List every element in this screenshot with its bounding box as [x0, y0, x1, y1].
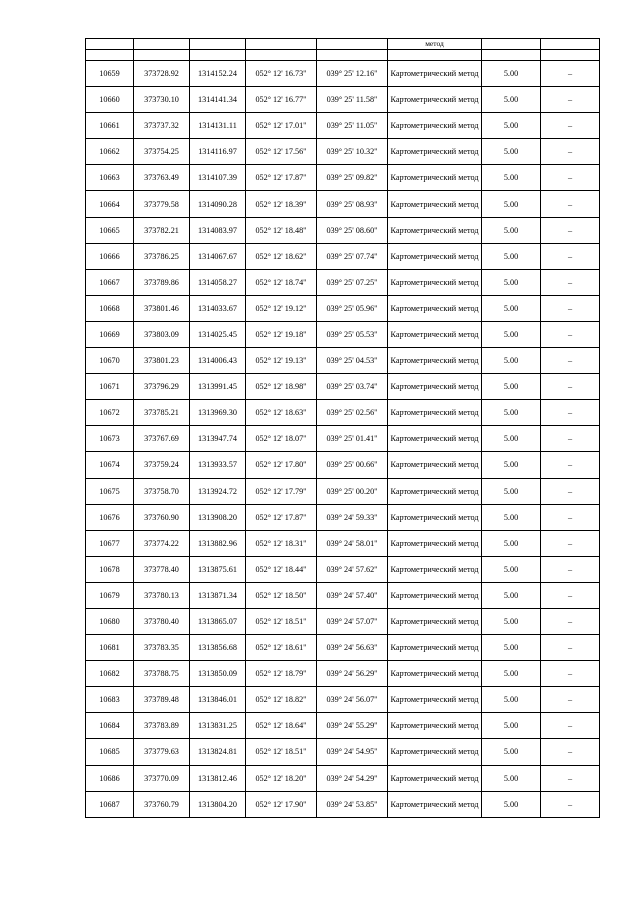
- latitude-cell: 052° 12' 17.90": [246, 791, 317, 817]
- method-cell: Картометрический метод: [388, 504, 482, 530]
- longitude-cell: 039° 25' 03.74": [317, 374, 388, 400]
- note-cell: –: [541, 426, 600, 452]
- accuracy-cell: 5.00: [482, 217, 541, 243]
- method-cell: Картометрический метод: [388, 269, 482, 295]
- note-cell: –: [541, 374, 600, 400]
- longitude-cell: 039° 25' 08.93": [317, 191, 388, 217]
- x-coordinate-cell: 373803.09: [134, 321, 190, 347]
- table-row: [86, 739, 600, 765]
- x-coordinate-cell: 373789.48: [134, 687, 190, 713]
- note-cell: –: [541, 582, 600, 608]
- table-row: [86, 87, 600, 113]
- table-row: [86, 374, 600, 400]
- method-cell: Картометрический метод: [388, 348, 482, 374]
- point-number-cell: 10669: [86, 321, 134, 347]
- point-number-cell: 10682: [86, 661, 134, 687]
- note-cell: –: [541, 400, 600, 426]
- y-coordinate-cell: 1313882.96: [190, 530, 246, 556]
- y-coordinate-cell: 1314116.97: [190, 139, 246, 165]
- y-coordinate-cell: 1314067.67: [190, 243, 246, 269]
- longitude-cell: 039° 24' 57.62": [317, 556, 388, 582]
- y-coordinate-cell: 1313924.72: [190, 478, 246, 504]
- accuracy-cell: 5.00: [482, 426, 541, 452]
- accuracy-cell: 5.00: [482, 765, 541, 791]
- latitude-cell: 052° 12' 18.39": [246, 191, 317, 217]
- method-cell: Картометрический метод: [388, 530, 482, 556]
- longitude-cell: 039° 24' 57.40": [317, 582, 388, 608]
- longitude-cell: 039° 25' 05.96": [317, 295, 388, 321]
- point-number-cell: 10680: [86, 608, 134, 634]
- note-cell: –: [541, 139, 600, 165]
- longitude-cell: 039° 25' 00.20": [317, 478, 388, 504]
- x-coordinate-cell: 373774.22: [134, 530, 190, 556]
- note-cell: –: [541, 739, 600, 765]
- point-number-cell: 10667: [86, 269, 134, 295]
- y-coordinate-cell: 1313871.34: [190, 582, 246, 608]
- latitude-cell: 052° 12' 18.44": [246, 556, 317, 582]
- point-number-cell: 10679: [86, 582, 134, 608]
- note-cell: –: [541, 452, 600, 478]
- x-coordinate-cell: 373801.46: [134, 295, 190, 321]
- table-row: [86, 530, 600, 556]
- point-number-cell: 10685: [86, 739, 134, 765]
- table-row: [86, 295, 600, 321]
- point-number-cell: 10678: [86, 556, 134, 582]
- accuracy-cell: 5.00: [482, 504, 541, 530]
- longitude-cell: 039° 25' 10.32": [317, 139, 388, 165]
- accuracy-cell: 5.00: [482, 530, 541, 556]
- accuracy-cell: 5.00: [482, 321, 541, 347]
- note-cell: –: [541, 295, 600, 321]
- y-coordinate-cell: 1313804.20: [190, 791, 246, 817]
- y-coordinate-cell: 1314006.43: [190, 348, 246, 374]
- y-coordinate-cell: 1313908.20: [190, 504, 246, 530]
- latitude-cell: 052° 12' 17.01": [246, 113, 317, 139]
- latitude-cell: 052° 12' 18.74": [246, 269, 317, 295]
- x-coordinate-cell: 373780.13: [134, 582, 190, 608]
- latitude-cell: 052° 12' 16.77": [246, 87, 317, 113]
- table-row: [86, 400, 600, 426]
- latitude-cell: 052° 12' 17.80": [246, 452, 317, 478]
- x-coordinate-cell: 373770.09: [134, 765, 190, 791]
- latitude-cell: 052° 12' 17.87": [246, 504, 317, 530]
- table-row: [86, 556, 600, 582]
- longitude-cell: 039° 25' 05.53": [317, 321, 388, 347]
- longitude-cell: 039° 25' 11.58": [317, 87, 388, 113]
- x-coordinate-cell: 373730.10: [134, 87, 190, 113]
- method-cell: Картометрический метод: [388, 139, 482, 165]
- latitude-cell: 052° 12' 18.61": [246, 635, 317, 661]
- note-cell: –: [541, 791, 600, 817]
- y-coordinate-cell: 1313856.68: [190, 635, 246, 661]
- table-row: [86, 269, 600, 295]
- method-cell: Картометрический метод: [388, 426, 482, 452]
- x-coordinate-cell: 373760.79: [134, 791, 190, 817]
- point-number-cell: 10674: [86, 452, 134, 478]
- method-cell: Картометрический метод: [388, 687, 482, 713]
- longitude-cell: 039° 24' 55.29": [317, 713, 388, 739]
- point-number-cell: 10671: [86, 374, 134, 400]
- accuracy-cell: 5.00: [482, 556, 541, 582]
- table-row: [86, 426, 600, 452]
- point-number-cell: 10670: [86, 348, 134, 374]
- latitude-cell: 052° 12' 17.79": [246, 478, 317, 504]
- note-cell: –: [541, 217, 600, 243]
- latitude-cell: 052° 12' 18.62": [246, 243, 317, 269]
- method-cell: Картометрический метод: [388, 217, 482, 243]
- latitude-cell: 052° 12' 18.50": [246, 582, 317, 608]
- accuracy-cell: 5.00: [482, 452, 541, 478]
- latitude-cell: 052° 12' 19.13": [246, 348, 317, 374]
- point-number-cell: 10676: [86, 504, 134, 530]
- y-coordinate-cell: 1313947.74: [190, 426, 246, 452]
- longitude-cell: 039° 25' 00.66": [317, 452, 388, 478]
- latitude-cell: 052° 12' 18.63": [246, 400, 317, 426]
- method-cell: Картометрический метод: [388, 191, 482, 217]
- accuracy-cell: 5.00: [482, 243, 541, 269]
- note-cell: –: [541, 321, 600, 347]
- latitude-cell: 052° 12' 18.51": [246, 608, 317, 634]
- latitude-cell: 052° 12' 19.18": [246, 321, 317, 347]
- y-coordinate-cell: 1313831.25: [190, 713, 246, 739]
- x-coordinate-cell: 373779.63: [134, 739, 190, 765]
- carry-over-row: [86, 39, 600, 50]
- point-number-cell: 10659: [86, 61, 134, 87]
- method-cell: Картометрический метод: [388, 713, 482, 739]
- longitude-cell: 039° 24' 56.07": [317, 687, 388, 713]
- latitude-cell: 052° 12' 18.98": [246, 374, 317, 400]
- x-coordinate-cell: 373796.29: [134, 374, 190, 400]
- note-cell: –: [541, 348, 600, 374]
- y-coordinate-cell: 1313875.61: [190, 556, 246, 582]
- y-coordinate-cell: 1314152.24: [190, 61, 246, 87]
- method-cell: Картометрический метод: [388, 661, 482, 687]
- table-row: [86, 321, 600, 347]
- longitude-cell: 039° 25' 08.60": [317, 217, 388, 243]
- table-row: [86, 191, 600, 217]
- x-coordinate-cell: 373789.86: [134, 269, 190, 295]
- point-number-cell: 10686: [86, 765, 134, 791]
- note-cell: –: [541, 713, 600, 739]
- table-row: [86, 452, 600, 478]
- y-coordinate-cell: 1314058.27: [190, 269, 246, 295]
- y-coordinate-cell: 1313933.57: [190, 452, 246, 478]
- carry-over-method-cell: метод: [388, 39, 482, 50]
- method-cell: Картометрический метод: [388, 87, 482, 113]
- table-row: [86, 791, 600, 817]
- table-row: [86, 635, 600, 661]
- method-cell: Картометрический метод: [388, 321, 482, 347]
- longitude-cell: 039° 24' 54.29": [317, 765, 388, 791]
- latitude-cell: 052° 12' 18.82": [246, 687, 317, 713]
- longitude-cell: 039° 24' 54.95": [317, 739, 388, 765]
- note-cell: –: [541, 87, 600, 113]
- note-cell: –: [541, 113, 600, 139]
- note-cell: –: [541, 243, 600, 269]
- table-row: [86, 243, 600, 269]
- y-coordinate-cell: 1313812.46: [190, 765, 246, 791]
- note-cell: –: [541, 191, 600, 217]
- method-cell: Картометрический метод: [388, 374, 482, 400]
- y-coordinate-cell: 1314141.34: [190, 87, 246, 113]
- x-coordinate-cell: 373786.25: [134, 243, 190, 269]
- y-coordinate-cell: 1314025.45: [190, 321, 246, 347]
- longitude-cell: 039° 25' 12.16": [317, 61, 388, 87]
- accuracy-cell: 5.00: [482, 374, 541, 400]
- note-cell: –: [541, 61, 600, 87]
- note-cell: –: [541, 635, 600, 661]
- x-coordinate-cell: 373737.32: [134, 113, 190, 139]
- y-coordinate-cell: 1313865.07: [190, 608, 246, 634]
- point-number-cell: 10660: [86, 87, 134, 113]
- x-coordinate-cell: 373754.25: [134, 139, 190, 165]
- accuracy-cell: 5.00: [482, 269, 541, 295]
- method-cell: Картометрический метод: [388, 452, 482, 478]
- x-coordinate-cell: 373788.75: [134, 661, 190, 687]
- longitude-cell: 039° 25' 07.25": [317, 269, 388, 295]
- x-coordinate-cell: 373782.21: [134, 217, 190, 243]
- longitude-cell: 039° 24' 56.63": [317, 635, 388, 661]
- longitude-cell: 039° 25' 11.05": [317, 113, 388, 139]
- y-coordinate-cell: 1313850.09: [190, 661, 246, 687]
- point-number-cell: 10675: [86, 478, 134, 504]
- method-cell: Картометрический метод: [388, 739, 482, 765]
- latitude-cell: 052° 12' 18.79": [246, 661, 317, 687]
- latitude-cell: 052° 12' 16.73": [246, 61, 317, 87]
- y-coordinate-cell: 1314033.67: [190, 295, 246, 321]
- method-cell: Картометрический метод: [388, 165, 482, 191]
- table-row: [86, 582, 600, 608]
- latitude-cell: 052° 12' 17.87": [246, 165, 317, 191]
- point-number-cell: 10661: [86, 113, 134, 139]
- coordinates-table-body: [86, 39, 600, 818]
- point-number-cell: 10662: [86, 139, 134, 165]
- longitude-cell: 039° 25' 01.41": [317, 426, 388, 452]
- accuracy-cell: 5.00: [482, 713, 541, 739]
- accuracy-cell: 5.00: [482, 739, 541, 765]
- x-coordinate-cell: 373758.70: [134, 478, 190, 504]
- table-row: [86, 713, 600, 739]
- accuracy-cell: 5.00: [482, 165, 541, 191]
- table-row: [86, 504, 600, 530]
- method-cell: Картометрический метод: [388, 791, 482, 817]
- longitude-cell: 039° 25' 07.74": [317, 243, 388, 269]
- latitude-cell: 052° 12' 18.31": [246, 530, 317, 556]
- accuracy-cell: 5.00: [482, 191, 541, 217]
- note-cell: –: [541, 269, 600, 295]
- table-row: [86, 608, 600, 634]
- coordinates-table: [85, 38, 600, 818]
- longitude-cell: 039° 24' 56.29": [317, 661, 388, 687]
- longitude-cell: 039° 24' 53.85": [317, 791, 388, 817]
- method-cell: Картометрический метод: [388, 765, 482, 791]
- accuracy-cell: 5.00: [482, 139, 541, 165]
- accuracy-cell: 5.00: [482, 582, 541, 608]
- table-row: [86, 478, 600, 504]
- x-coordinate-cell: 373783.89: [134, 713, 190, 739]
- latitude-cell: 052° 12' 18.64": [246, 713, 317, 739]
- accuracy-cell: 5.00: [482, 295, 541, 321]
- method-cell: Картометрический метод: [388, 113, 482, 139]
- method-cell: Картометрический метод: [388, 478, 482, 504]
- point-number-cell: 10663: [86, 165, 134, 191]
- y-coordinate-cell: 1313991.45: [190, 374, 246, 400]
- table-row: [86, 217, 600, 243]
- accuracy-cell: 5.00: [482, 87, 541, 113]
- note-cell: –: [541, 504, 600, 530]
- table-row: [86, 348, 600, 374]
- method-cell: Картометрический метод: [388, 635, 482, 661]
- x-coordinate-cell: 373728.92: [134, 61, 190, 87]
- longitude-cell: 039° 24' 57.07": [317, 608, 388, 634]
- y-coordinate-cell: 1313824.81: [190, 739, 246, 765]
- longitude-cell: 039° 25' 04.53": [317, 348, 388, 374]
- accuracy-cell: 5.00: [482, 478, 541, 504]
- method-cell: Картометрический метод: [388, 61, 482, 87]
- point-number-cell: 10666: [86, 243, 134, 269]
- x-coordinate-cell: 373760.90: [134, 504, 190, 530]
- point-number-cell: 10672: [86, 400, 134, 426]
- x-coordinate-cell: 373767.69: [134, 426, 190, 452]
- accuracy-cell: 5.00: [482, 61, 541, 87]
- note-cell: –: [541, 165, 600, 191]
- accuracy-cell: 5.00: [482, 661, 541, 687]
- x-coordinate-cell: 373759.24: [134, 452, 190, 478]
- latitude-cell: 052° 12' 18.48": [246, 217, 317, 243]
- y-coordinate-cell: 1314090.28: [190, 191, 246, 217]
- method-cell: Картометрический метод: [388, 556, 482, 582]
- x-coordinate-cell: 373801.23: [134, 348, 190, 374]
- y-coordinate-cell: 1313846.01: [190, 687, 246, 713]
- accuracy-cell: 5.00: [482, 113, 541, 139]
- method-cell: Картометрический метод: [388, 582, 482, 608]
- accuracy-cell: 5.00: [482, 608, 541, 634]
- accuracy-cell: 5.00: [482, 400, 541, 426]
- accuracy-cell: 5.00: [482, 791, 541, 817]
- accuracy-cell: 5.00: [482, 348, 541, 374]
- latitude-cell: 052° 12' 18.51": [246, 739, 317, 765]
- x-coordinate-cell: 373778.40: [134, 556, 190, 582]
- method-cell: Картометрический метод: [388, 608, 482, 634]
- y-coordinate-cell: 1313969.30: [190, 400, 246, 426]
- blank-row: [86, 50, 600, 61]
- accuracy-cell: 5.00: [482, 687, 541, 713]
- longitude-cell: 039° 24' 59.33": [317, 504, 388, 530]
- table-row: [86, 687, 600, 713]
- point-number-cell: 10677: [86, 530, 134, 556]
- y-coordinate-cell: 1314107.39: [190, 165, 246, 191]
- x-coordinate-cell: 373779.58: [134, 191, 190, 217]
- note-cell: –: [541, 530, 600, 556]
- point-number-cell: 10665: [86, 217, 134, 243]
- note-cell: –: [541, 765, 600, 791]
- point-number-cell: 10683: [86, 687, 134, 713]
- note-cell: –: [541, 687, 600, 713]
- note-cell: –: [541, 478, 600, 504]
- latitude-cell: 052° 12' 19.12": [246, 295, 317, 321]
- table-row: [86, 61, 600, 87]
- point-number-cell: 10664: [86, 191, 134, 217]
- table-row: [86, 765, 600, 791]
- note-cell: –: [541, 556, 600, 582]
- point-number-cell: 10684: [86, 713, 134, 739]
- table-row: [86, 165, 600, 191]
- accuracy-cell: 5.00: [482, 635, 541, 661]
- note-cell: –: [541, 661, 600, 687]
- method-cell: Картометрический метод: [388, 243, 482, 269]
- latitude-cell: 052° 12' 18.07": [246, 426, 317, 452]
- x-coordinate-cell: 373763.49: [134, 165, 190, 191]
- point-number-cell: 10687: [86, 791, 134, 817]
- y-coordinate-cell: 1314083.97: [190, 217, 246, 243]
- table-row: [86, 139, 600, 165]
- longitude-cell: 039° 25' 02.56": [317, 400, 388, 426]
- longitude-cell: 039° 24' 58.01": [317, 530, 388, 556]
- method-cell: Картометрический метод: [388, 295, 482, 321]
- note-cell: –: [541, 608, 600, 634]
- latitude-cell: 052° 12' 17.56": [246, 139, 317, 165]
- table-row: [86, 661, 600, 687]
- y-coordinate-cell: 1314131.11: [190, 113, 246, 139]
- point-number-cell: 10668: [86, 295, 134, 321]
- latitude-cell: 052° 12' 18.20": [246, 765, 317, 791]
- longitude-cell: 039° 25' 09.82": [317, 165, 388, 191]
- x-coordinate-cell: 373783.35: [134, 635, 190, 661]
- point-number-cell: 10673: [86, 426, 134, 452]
- x-coordinate-cell: 373785.21: [134, 400, 190, 426]
- x-coordinate-cell: 373780.40: [134, 608, 190, 634]
- point-number-cell: 10681: [86, 635, 134, 661]
- table-row: [86, 113, 600, 139]
- method-cell: Картометрический метод: [388, 400, 482, 426]
